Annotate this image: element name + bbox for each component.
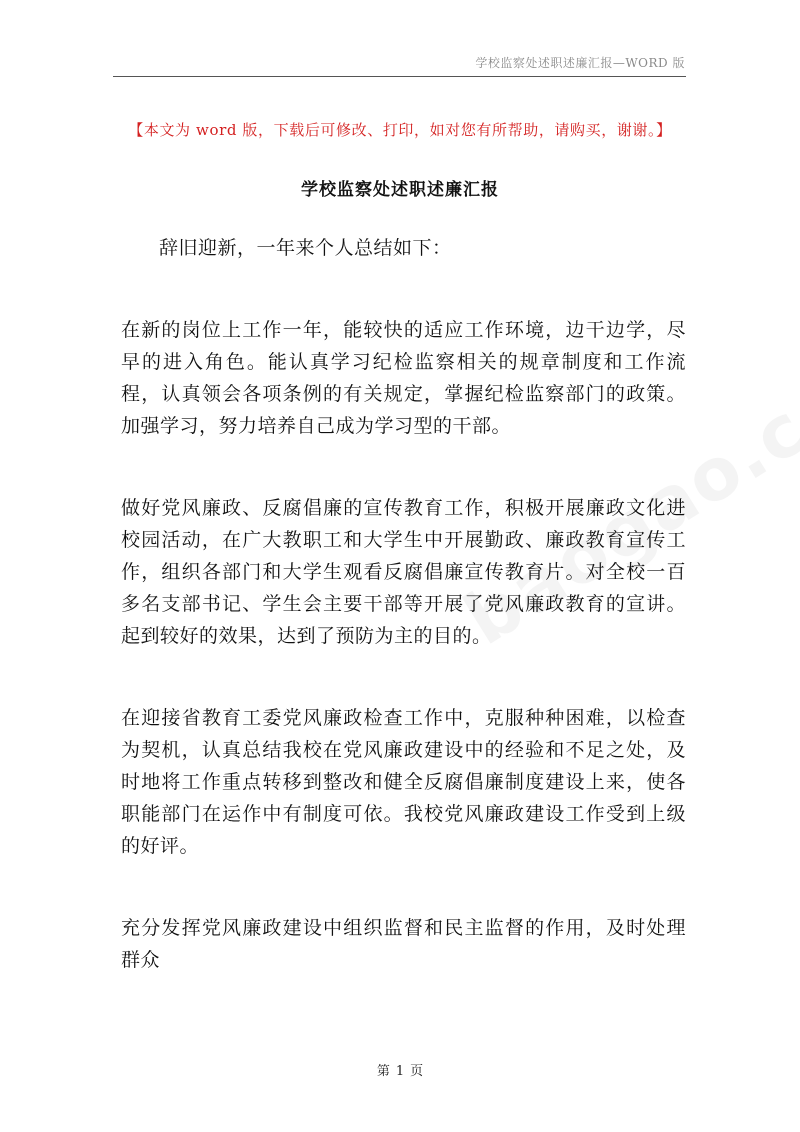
page-footer (0, 1060, 800, 1079)
document-body (121, 232, 686, 1026)
page-number-prefix: 第 (376, 1064, 390, 1079)
paragraph: 充分发挥党风廉政建设中组织监督和民主监督的作用，及时处理群众 (121, 917, 686, 971)
purchase-notice: 【本文为 word 版，下载后可修改、打印，如对您有所帮助，请购买，谢谢。】 (128, 121, 672, 139)
page-number: 1 (395, 1064, 405, 1079)
paragraph-intro: 辞旧迎新，一年来个人总结如下： (159, 237, 452, 259)
running-header: 学校监察处述职述廉汇报—WORD 版 (475, 56, 685, 70)
paragraph: 在迎接省教育工委党风廉政检查工作中，克服种种困难，以检查为契机，认真总结我校在党风廉政建设中的经验和不足之处，及时地将工作重点转移到整改和健全反腐倡廉制度建设上来，使各职能部门在运作中有制度可依。我校党风廉政建设工作受到上级的好评。 (121, 707, 686, 857)
paragraph: 在新的岗位上工作一年，能较快的适应工作环境，边干边学，尽早的进入角色。能认真学习纪检监察相关的规章制度和工作流程，认真领会各项条例的有关规定，掌握纪检监察部门的政策。加强学习，努力培养自己成为学习型的干部。 (121, 319, 686, 437)
document-title: 学校监察处述职述廉汇报 (301, 180, 499, 200)
header-divider (113, 76, 686, 77)
page-number-suffix: 页 (410, 1064, 424, 1079)
paragraph: 做好党风廉政、反腐倡廉的宣传教育工作，积极开展廉政文化进校园活动，在广大教职工和大学生中开展勤政、廉政教育宣传工作，组织各部门和大学生观看反腐倡廉宣传教育片。对全校一百多名支部书记、学生会主要干部等开展了党风廉政教育的宣讲。起到较好的效果，达到了预防为主的目的。 (121, 497, 686, 647)
